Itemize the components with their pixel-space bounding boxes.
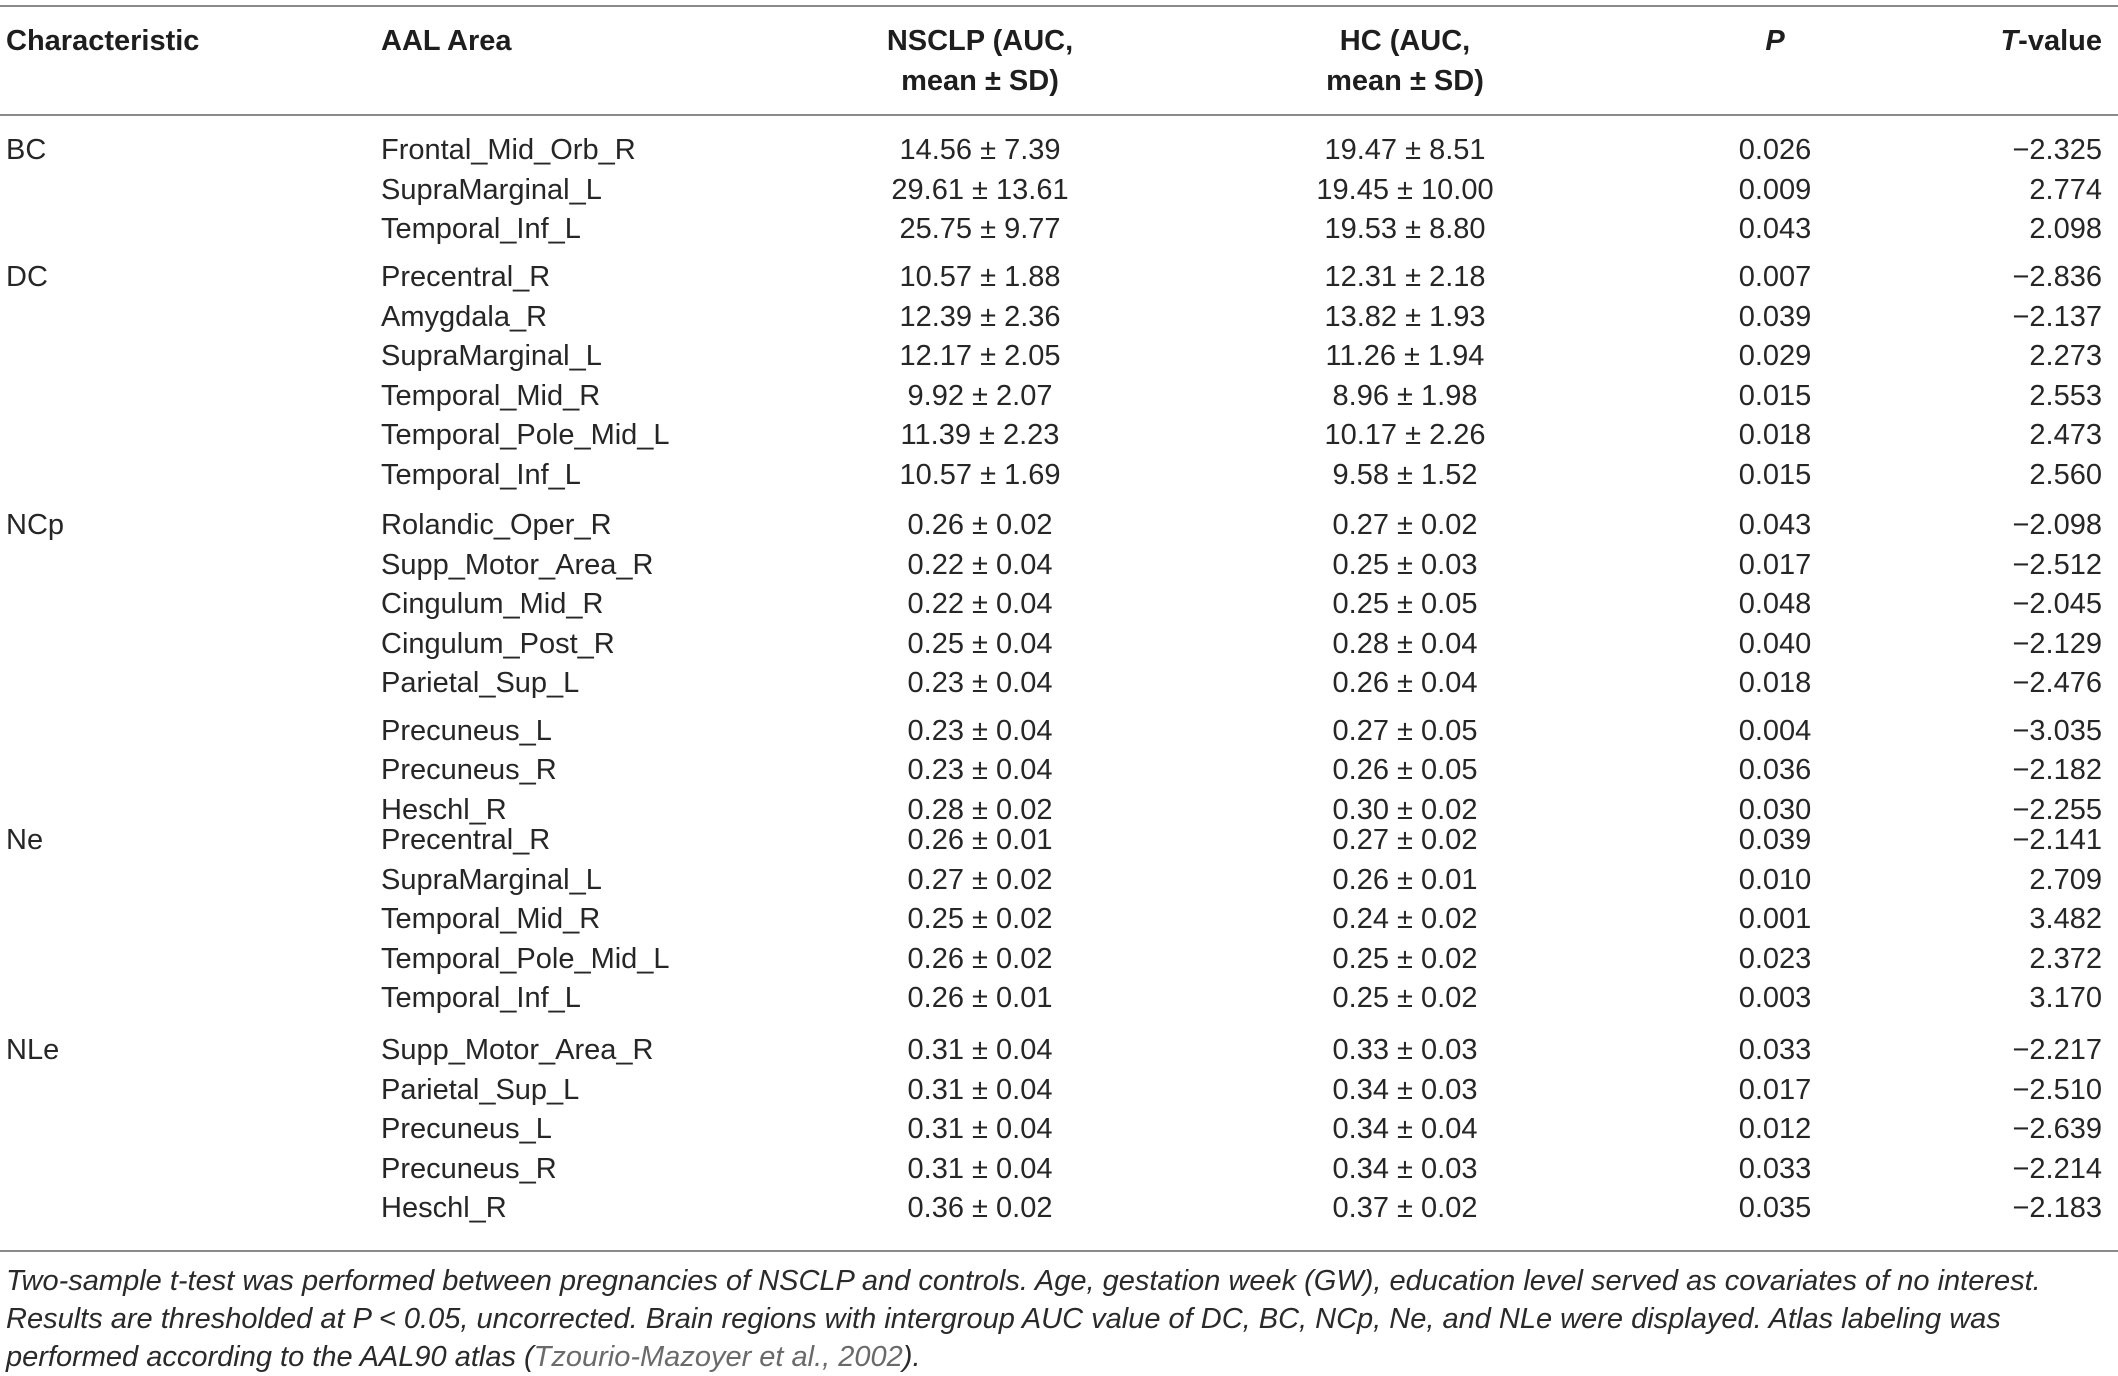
cell-hc: 0.25 ± 0.02 (1332, 982, 1478, 1014)
cell-nsclp: 29.61 ± 13.61 (891, 173, 1069, 206)
cell-aal-area: Frontal_Mid_Orb_R (381, 134, 636, 166)
cell-hc: 0.25 ± 0.03 (1332, 548, 1478, 581)
header-hc-line2: mean ± SD) (1326, 65, 1484, 97)
cell-hc: 9.58 ± 1.52 (1332, 458, 1478, 491)
cell-p-value: 0.039 (1738, 824, 1812, 856)
cell-t-value: −2.217 (2012, 1034, 2102, 1066)
header-p: P (1765, 25, 1785, 57)
cell-hc: 12.31 ± 2.18 (1324, 261, 1486, 293)
cell-p-value: 0.017 (1738, 1073, 1812, 1106)
cell-nsclp: 0.22 ± 0.04 (907, 548, 1053, 581)
cell-hc: 0.25 ± 0.05 (1332, 588, 1478, 620)
cell-t-value: −2.214 (2012, 1152, 2102, 1185)
cell-nsclp: 0.31 ± 0.04 (907, 1113, 1053, 1145)
table-footnote (6, 1262, 2106, 1376)
header-nsclp-line2: mean ± SD) (901, 65, 1059, 97)
cell-t-value: −2.639 (2012, 1113, 2102, 1145)
header-t-italic: T (2000, 25, 2019, 57)
cell-t-value: −2.137 (2012, 300, 2102, 333)
cell-p-value: 0.036 (1738, 754, 1812, 786)
header-characteristic: Characteristic (6, 25, 200, 57)
cell-hc: 11.26 ± 1.94 (1325, 340, 1485, 372)
cell-aal-area: Parietal_Sup_L (381, 667, 580, 699)
header-t-value (1950, 21, 2102, 61)
cell-t-value: −3.035 (2012, 714, 2102, 747)
header-t-rest: -value (2018, 25, 2102, 57)
cell-aal-area: Precuneus_L (381, 714, 552, 747)
cell-p-value: 0.018 (1738, 667, 1812, 699)
header-nsclp (830, 21, 1130, 101)
cell-t-value: 2.098 (2029, 213, 2102, 245)
cell-aal-area: Temporal_Pole_Mid_L (381, 942, 670, 975)
cell-t-value: 3.482 (2029, 903, 2102, 935)
table-top-rule (0, 5, 2118, 7)
cell-nsclp: 12.39 ± 2.36 (899, 300, 1061, 333)
characteristic-label: DC (6, 261, 48, 293)
cell-hc: 10.17 ± 2.26 (1324, 419, 1486, 451)
cell-nsclp: 0.36 ± 0.02 (907, 1192, 1053, 1224)
cell-aal-area: Cingulum_Mid_R (381, 588, 604, 620)
header-hc (1255, 21, 1555, 101)
cell-aal-area: SupraMarginal_L (381, 863, 602, 896)
cell-aal-area: Precentral_R (381, 261, 551, 293)
cell-hc: 0.24 ± 0.02 (1332, 903, 1478, 935)
cell-aal-area: Cingulum_Post_R (381, 627, 615, 660)
cell-hc: 0.34 ± 0.04 (1332, 1113, 1478, 1145)
cell-t-value: −2.836 (2012, 261, 2102, 293)
cell-p-value: 0.023 (1738, 942, 1812, 975)
cell-nsclp: 0.27 ± 0.02 (907, 863, 1053, 896)
cell-t-value: −2.182 (2012, 754, 2102, 786)
cell-aal-area: Precentral_R (381, 824, 551, 856)
cell-t-value: −2.512 (2012, 548, 2102, 581)
cell-nsclp: 0.31 ± 0.04 (907, 1073, 1053, 1106)
cell-nsclp: 14.56 ± 7.39 (899, 134, 1061, 166)
cell-hc: 0.34 ± 0.03 (1332, 1152, 1478, 1185)
cell-nsclp: 0.22 ± 0.04 (907, 588, 1053, 620)
cell-nsclp: 0.23 ± 0.04 (907, 667, 1053, 699)
characteristic-label: NLe (6, 1034, 60, 1066)
cell-aal-area: Temporal_Mid_R (381, 903, 601, 935)
cell-p-value: 0.009 (1738, 173, 1812, 206)
cell-nsclp: 0.26 ± 0.01 (907, 982, 1053, 1014)
cell-aal-area: Temporal_Inf_L (381, 982, 581, 1014)
cell-aal-area: Supp_Motor_Area_R (381, 1034, 654, 1066)
cell-p-value: 0.026 (1738, 134, 1812, 166)
cell-nsclp: 0.26 ± 0.02 (907, 942, 1053, 975)
cell-p-value: 0.001 (1738, 903, 1812, 935)
cell-t-value: −2.045 (2012, 588, 2102, 620)
cell-t-value: −2.098 (2012, 509, 2102, 541)
cell-t-value: −2.510 (2012, 1073, 2102, 1106)
cell-hc: 0.25 ± 0.02 (1332, 942, 1478, 975)
characteristic-label: Ne (6, 824, 44, 856)
cell-hc: 0.30 ± 0.02 (1332, 793, 1478, 826)
cell-hc: 0.26 ± 0.05 (1332, 754, 1478, 786)
cell-p-value: 0.004 (1738, 714, 1812, 747)
cell-nsclp: 10.57 ± 1.69 (899, 458, 1061, 491)
cell-aal-area: Temporal_Inf_L (381, 458, 581, 491)
footnote-closing: ). (902, 1341, 921, 1373)
cell-hc: 19.53 ± 8.80 (1324, 213, 1486, 245)
characteristic-label: BC (6, 134, 47, 166)
cell-p-value: 0.015 (1738, 458, 1812, 491)
cell-nsclp: 0.25 ± 0.02 (907, 903, 1053, 935)
cell-aal-area: Precuneus_L (381, 1113, 552, 1145)
header-aal-area: AAL Area (381, 25, 512, 57)
cell-p-value: 0.035 (1738, 1192, 1812, 1224)
cell-t-value: −2.141 (2012, 824, 2102, 856)
cell-aal-area: Parietal_Sup_L (381, 1073, 580, 1106)
cell-p-value: 0.010 (1738, 863, 1812, 896)
cell-aal-area: SupraMarginal_L (381, 173, 602, 206)
cell-t-value: 2.273 (2029, 340, 2102, 372)
cell-nsclp: 0.25 ± 0.04 (907, 627, 1053, 660)
cell-t-value: 3.170 (2029, 982, 2102, 1014)
cell-nsclp: 11.39 ± 2.23 (900, 419, 1060, 451)
cell-hc: 0.33 ± 0.03 (1332, 1034, 1478, 1066)
cell-nsclp: 25.75 ± 9.77 (899, 213, 1061, 245)
cell-hc: 8.96 ± 1.98 (1332, 379, 1478, 412)
cell-p-value: 0.007 (1738, 261, 1812, 293)
cell-p-value: 0.003 (1738, 982, 1812, 1014)
cell-aal-area: Precuneus_R (381, 1152, 557, 1185)
cell-aal-area: Rolandic_Oper_R (381, 509, 612, 541)
header-nsclp-line1: NSCLP (AUC, (886, 25, 1074, 57)
cell-aal-area: Temporal_Inf_L (381, 213, 581, 245)
cell-t-value: −2.255 (2012, 793, 2102, 826)
cell-p-value: 0.015 (1738, 379, 1812, 412)
cell-aal-area: Temporal_Pole_Mid_L (381, 419, 670, 451)
cell-nsclp: 12.17 ± 2.05 (899, 340, 1061, 372)
header-bottom-rule (0, 114, 2118, 116)
cell-hc: 0.27 ± 0.05 (1332, 714, 1478, 747)
footnote-reference-link[interactable]: Tzourio-Mazoyer et al., 2002 (533, 1341, 903, 1373)
cell-t-value: 2.372 (2029, 942, 2102, 975)
cell-t-value: −2.476 (2012, 667, 2102, 699)
cell-p-value: 0.043 (1738, 213, 1812, 245)
cell-nsclp: 0.31 ± 0.04 (907, 1034, 1053, 1066)
cell-nsclp: 9.92 ± 2.07 (907, 379, 1053, 412)
cell-hc: 0.28 ± 0.04 (1332, 627, 1478, 660)
cell-hc: 13.82 ± 1.93 (1324, 300, 1486, 333)
cell-nsclp: 0.28 ± 0.02 (907, 793, 1053, 826)
cell-p-value: 0.048 (1738, 588, 1812, 620)
cell-aal-area: Precuneus_R (381, 754, 557, 786)
characteristic-label: NCp (6, 509, 65, 541)
cell-nsclp: 0.23 ± 0.04 (907, 754, 1053, 786)
cell-t-value: 2.553 (2029, 379, 2102, 412)
cell-t-value: −2.183 (2012, 1192, 2102, 1224)
cell-p-value: 0.018 (1738, 419, 1812, 451)
cell-p-value: 0.012 (1738, 1113, 1812, 1145)
cell-aal-area: Heschl_R (381, 1192, 507, 1224)
cell-aal-area: Amygdala_R (381, 300, 548, 333)
cell-t-value: 2.560 (2029, 458, 2102, 491)
cell-nsclp: 0.23 ± 0.04 (907, 714, 1053, 747)
cell-p-value: 0.017 (1738, 548, 1812, 581)
cell-hc: 0.37 ± 0.02 (1332, 1192, 1478, 1224)
cell-hc: 19.47 ± 8.51 (1324, 134, 1486, 166)
cell-t-value: 2.473 (2029, 419, 2102, 451)
cell-hc: 19.45 ± 10.00 (1316, 173, 1494, 206)
cell-p-value: 0.043 (1738, 509, 1812, 541)
cell-p-value: 0.033 (1738, 1152, 1812, 1185)
cell-t-value: 2.774 (2029, 173, 2102, 206)
header-hc-line1: HC (AUC, (1339, 25, 1471, 57)
cell-hc: 0.27 ± 0.02 (1332, 509, 1478, 541)
cell-hc: 0.34 ± 0.03 (1332, 1073, 1478, 1106)
cell-hc: 0.27 ± 0.02 (1332, 824, 1478, 856)
cell-aal-area: Temporal_Mid_R (381, 379, 601, 412)
cell-t-value: 2.709 (2029, 863, 2102, 896)
table-bottom-rule (0, 1250, 2118, 1252)
cell-t-value: −2.129 (2012, 627, 2102, 660)
cell-aal-area: Heschl_R (381, 793, 507, 826)
cell-t-value: −2.325 (2012, 134, 2102, 166)
cell-p-value: 0.039 (1738, 300, 1812, 333)
cell-aal-area: Supp_Motor_Area_R (381, 548, 654, 581)
cell-p-value: 0.040 (1738, 627, 1812, 660)
cell-hc: 0.26 ± 0.04 (1332, 667, 1478, 699)
footnote-text: Two-sample t-test was performed between pregnancies of NSCLP and controls. Age, gestation week (GW), education level served as covariates of no interest. Results are thresholded at P < 0.05, uncorrected. Brain regions with intergroup AUC value of DC, BC, NCp, Ne, and NLe were displayed. Atlas labeling was performed according to the AAL90 atlas ( (6, 1265, 2041, 1373)
cell-p-value: 0.030 (1738, 793, 1812, 826)
cell-hc: 0.26 ± 0.01 (1332, 863, 1478, 896)
cell-nsclp: 0.26 ± 0.01 (907, 824, 1053, 856)
cell-nsclp: 10.57 ± 1.88 (899, 261, 1061, 293)
cell-p-value: 0.033 (1738, 1034, 1812, 1066)
cell-p-value: 0.029 (1738, 340, 1812, 372)
cell-nsclp: 0.31 ± 0.04 (907, 1152, 1053, 1185)
cell-nsclp: 0.26 ± 0.02 (907, 509, 1053, 541)
cell-aal-area: SupraMarginal_L (381, 340, 602, 372)
